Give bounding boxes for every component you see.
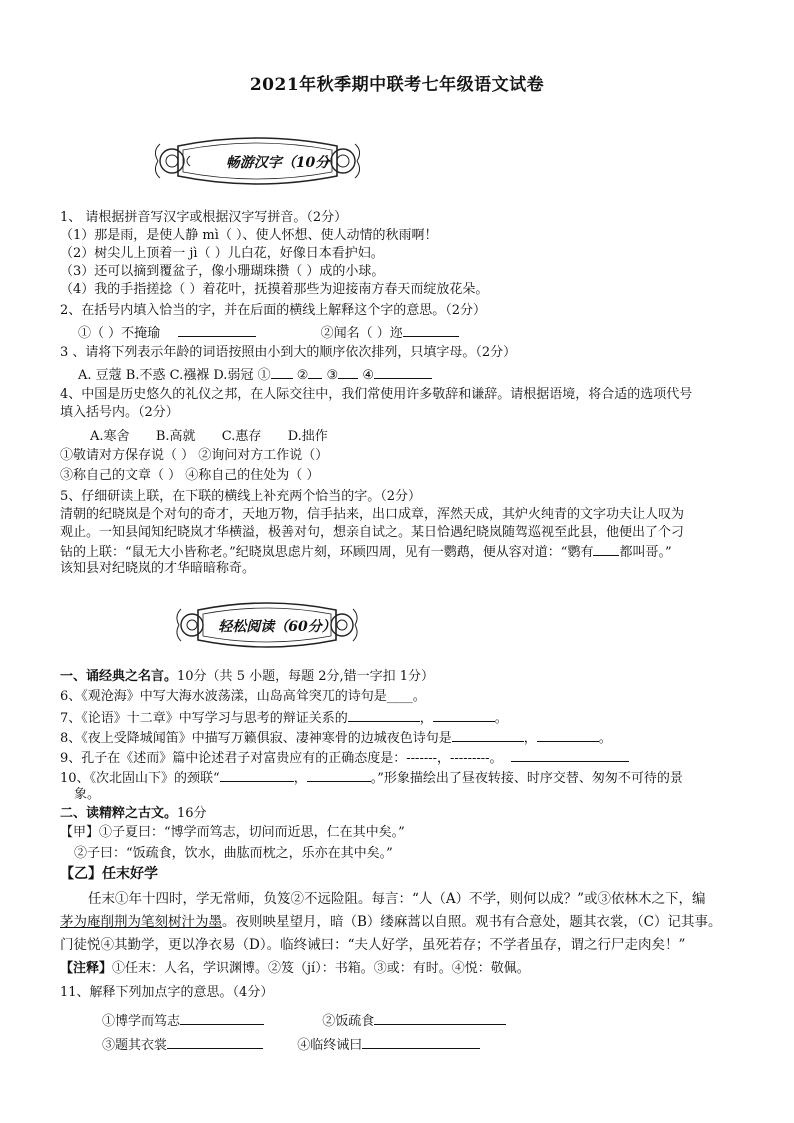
part2-heading: 二、读精粹之古文。 (60, 806, 178, 821)
q3-stem: 3 、请将下列表示年龄的词语按照由小到大的顺序依次排列，只填字母。（2分） (60, 345, 517, 360)
q4-items-2: ③称自己的文章（ ） ④称自己的住处为（ ） (60, 468, 320, 483)
part2-note: 16分 (177, 806, 207, 821)
q2-answers (78, 323, 750, 342)
q11-row-2 (102, 1035, 750, 1054)
q7-blank-1[interactable] (348, 708, 420, 722)
q4-option-b: B.高就 (155, 429, 196, 444)
q3-blank-3[interactable] (338, 365, 358, 379)
yi-para-2-underlined: 茅为庵削荆为笔刻树汁为墨 (60, 914, 222, 930)
q1-item-2: （2）树尖儿上顶着一 jì（ ）儿白花，好像日本看护妇。 (60, 246, 384, 261)
q9-text: 9、孔子在《述而》篇中论述君子对富贵应有的正确态度是：-------，---------。 (60, 751, 503, 766)
q1-item-1: （1）那是雨，是使人静 mì（ ）、使人怀想、使人动情的秋雨啊！ (60, 228, 438, 243)
q11-blank-d[interactable] (362, 1035, 480, 1049)
yi-para-3: 门徒悦④其勤学，更以净衣易（D）。临终诫曰：“夫人好学，虽死若存；不学者虽存，谓之行尸走肉矣！” (60, 937, 686, 953)
q3-label-3: ③ (326, 368, 339, 383)
q1-item-3: （3）还可以摘到覆盆子，像小珊瑚珠攒（ ）成的小球。 (60, 264, 385, 279)
notes-text: ①任末：人名，学识渊博。②笈（jí）：书箱。③或：有时。④悦：敬佩。 (112, 961, 530, 976)
q4-items-1: ①敬请对方保存说（ ） ②询问对方工作说（） (60, 448, 329, 463)
q5-para-3 (60, 542, 750, 561)
part1-heading: 一、诵经典之名言。 (60, 669, 178, 684)
q11-item-d: ④临终诫曰 (297, 1038, 363, 1053)
notes-label: 【注释】 (60, 961, 113, 976)
q5-para-3a: 钻的上联：“鼠无大小皆称老。”纪晓岚思虑片刻，环顾四周，见有一鹦鹉，便从容对道：“鹦有 (60, 545, 594, 560)
q1-item-4: （4）我的手指搓捻（ ）着花叶，抚摸着那些为迎接南方春天而绽放花朵。 (60, 282, 489, 297)
part2-header (60, 805, 750, 822)
yi-para-1: 任末①年十四时，学无常师，负笈②不远险阻。每言：“人（A）不学，则何以成？”或③依林木之下，编 (88, 891, 706, 907)
jia-1: 【甲】①子夏曰：“博学而笃志，切问而近思，仁在其中矣。” (60, 825, 405, 840)
section2-banner-text: 轻松阅读（60分） (218, 619, 336, 635)
section2-banner (172, 592, 362, 658)
q8-text: 8、《夜上受降城闻笛》中描写万籁俱寂、凄神寒骨的边城夜色诗句是 (60, 731, 452, 746)
q10-cont: 象。 (74, 787, 101, 802)
q7: 7、《论语》十二章》中写学习与思考的辩证关系的 ， 。 (60, 708, 750, 727)
q5-stem: 5、仔细研读上联，在下联的横线上补充两个恰当的字。（2分） (60, 489, 422, 504)
q10-text-b: 。”形象描绘出了昼夜转接、时序交替、匆匆不可待的景 (370, 771, 683, 786)
q10-blank-2[interactable] (307, 768, 371, 782)
q6: 6、《观沧海》中写大海水波荡漾，山岛高耸突兀的诗句是____。 (60, 689, 426, 704)
q11-stem: 11、解释下列加点字的意思。（4分） (60, 985, 274, 1000)
q8-blank-1[interactable] (452, 728, 524, 742)
q10-text-a: 10、《次北固山下》的颈联“ (60, 771, 220, 786)
q2-blank-a[interactable] (178, 323, 256, 337)
q7-blank-2[interactable] (433, 708, 495, 722)
notes (60, 960, 750, 977)
q11-blank-a[interactable] (180, 1011, 264, 1025)
q11-blank-b[interactable] (374, 1011, 506, 1025)
q1-stem: 1、 请根据拼音写汉字或根据汉字写拼音。（2分） (60, 210, 348, 225)
q11-item-a: ①博学而笃志 (102, 1014, 181, 1029)
q7-text: 7、《论语》十二章》中写学习与思考的辩证关系的 (60, 711, 348, 726)
exam-title: 2021年秋季期中联考七年级语文试卷 (249, 75, 545, 95)
q2-item-a: ①（ ）不掩瑜 (78, 326, 161, 341)
q4-stem-2: 填入括号内。（2分） (60, 405, 179, 420)
q3-answers (78, 365, 750, 384)
yi-para-2-rest: 。夜则映星望月，暗（B）缕麻蒿以自照。观书有合意处，题其衣裳，（C）记其事。 (222, 914, 722, 930)
part1-note: 10分（共 5 小题，每题 2分,错一字扣 1分） (177, 669, 435, 684)
section1-banner-text: 畅游汉字（10分 (225, 155, 330, 171)
q2-item-b: ②闻名（ ）迩 (320, 326, 403, 341)
q4-options (90, 428, 750, 445)
q10: 10、《次北固山下》的颈联“ ， 。”形象描绘出了昼夜转接、时序交替、匆匆不可待的景 (60, 768, 750, 787)
q4-stem-1: 4、中国是历史悠久的礼仪之邦，在人际交往中，我们常使用许多敬辞和谦辞。请根据语境，将合适的选项代号 (60, 387, 693, 402)
q5-blank[interactable] (593, 542, 619, 556)
q5-para-4: 该知县对纪晓岚的才华暗暗称奇。 (60, 561, 256, 576)
yi-title: 【乙】任末好学 (60, 866, 158, 882)
yi-para-2 (60, 914, 750, 931)
q11-item-c: ③题其衣裳 (102, 1038, 168, 1053)
q8: 8、《夜上受降城闻笛》中描写万籁俱寂、凄神寒骨的边城夜色诗句是 ， 。 (60, 728, 750, 747)
jia-2: ②子曰：“饭疏食，饮水，曲肱而枕之，乐亦在其中矣。” (74, 846, 393, 861)
q4-option-a: A.寒舍 (90, 429, 130, 444)
q3-label-2: ② (296, 368, 309, 383)
q11-item-b: ②饭疏食 (322, 1014, 375, 1029)
q3-blank-1[interactable] (271, 365, 293, 379)
q4-option-c: C.惠存 (221, 429, 262, 444)
q8-blank-2[interactable] (537, 728, 599, 742)
q3-blank-2[interactable] (308, 365, 322, 379)
q11-row-1 (102, 1011, 750, 1030)
q2-stem: 2、在括号内填入恰当的字，并在后面的横线上解释这个字的意思。（2分） (60, 303, 487, 318)
q5-para-3b: 都叫哥。” (619, 545, 672, 560)
q5-para-1: 清朝的纪晓岚是个对句的奇才，天地万物，信手拈来，出口成章，浑然天成，其炉火纯青的文字功夫让人叹为 (60, 507, 685, 522)
q9 (60, 748, 750, 767)
q3-blank-4[interactable] (374, 365, 432, 379)
q9-blank[interactable] (511, 748, 629, 762)
part1-header (60, 668, 750, 685)
q11-blank-c[interactable] (167, 1035, 263, 1049)
q2-blank-b[interactable] (403, 323, 459, 337)
q3-options: A. 豆蔻 B.不惑 C.襁褓 D.弱冠 ① (78, 368, 271, 383)
q10-blank-1[interactable] (220, 768, 294, 782)
q5-para-2: 观止。一知县闻知纪晓岚才华横溢，极善对句，想亲自试之。某日恰遇纪晓岚随驾巡视至此县，他便出了个刁 (60, 525, 685, 540)
section1-banner (150, 126, 365, 196)
q4-option-d: D.拙作 (287, 429, 328, 444)
q3-label-4: ④ (362, 368, 374, 383)
